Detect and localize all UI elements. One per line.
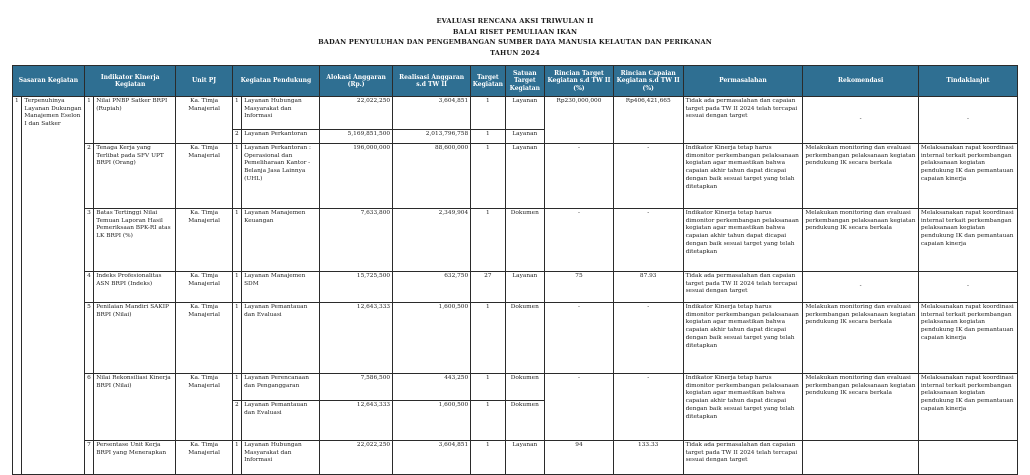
unit-pj: Ka. Timja Manajerial <box>176 209 232 272</box>
unit-pj: Ka. Timja Manajerial <box>176 303 232 374</box>
permasalahan-text: Indikator Kinerja tetap harus dimonitor perkembangan pelaksanaan kegiatan agar memastikan bahwa capaian akhir tahun dapat dicapai dengan baik sesuai target yang telah ditetapkan <box>683 209 803 272</box>
realisasi-value: 443,250 <box>393 374 471 401</box>
kegiatan-number: 1 <box>232 97 241 130</box>
alokasi-value: 12,643,333 <box>320 303 393 374</box>
kegiatan-number: 1 <box>232 374 241 401</box>
indikator-text: Nilai Rekonsiliasi Kinerja BRPI (Nilai) <box>94 374 176 441</box>
kegiatan-text: Layanan Pemantauan dan Evaluasi <box>242 401 320 441</box>
evaluation-table <box>12 65 1018 475</box>
indikator-number: 6 <box>84 374 93 441</box>
permasalahan-text: Indikator Kinerja tetap harus dimonitor perkembangan pelaksanaan kegiatan agar memastikan bahwa capaian akhir tahun dapat dicapai dengan baik sesuai target yang telah ditetapkan <box>683 374 803 441</box>
satuan-value: Layanan <box>505 97 545 130</box>
table-row <box>13 272 1018 303</box>
kegiatan-number: 1 <box>232 144 241 209</box>
table-row <box>13 303 1018 374</box>
satuan-value: Dokumen <box>505 209 545 272</box>
target-value: 1 <box>471 130 505 144</box>
permasalahan-text: Tidak ada permasalahan dan capaian target pada TW II 2024 telah tercapai sesuai dengan target <box>683 97 803 144</box>
permasalahan-text: Tidak ada permasalahan dan capaian target pada TW II 2024 telah tercapai sesuai dengan target <box>683 272 803 303</box>
kegiatan-number: 1 <box>232 209 241 272</box>
table-header-row <box>13 66 1018 97</box>
report-title-block <box>0 16 1030 58</box>
report-title-line: BADAN PENYULUHAN DAN PENGEMBANGAN SUMBER DAYA MANUSIA KELAUTAN DAN PERIKANAN <box>318 38 712 47</box>
sasaran-number: 1 <box>13 97 22 475</box>
rekomendasi-text: - <box>803 272 919 303</box>
kegiatan-text: Layanan Hubungan Masyarakat dan Informasi <box>242 441 320 475</box>
tindaklanjut-text: - <box>918 272 1017 303</box>
permasalahan-text: Indikator Kinerja tetap harus dimonitor perkembangan pelaksanaan kegiatan agar memastikan bahwa capaian akhir tahun dapat dicapai dengan baik sesuai target yang telah ditetapkan <box>683 303 803 374</box>
sasaran-text: Terpenuhinya Layanan Dukungan Manajemen Eselon I dan Satker <box>22 97 84 475</box>
col-header-rincian-target: Rincian Target Kegiatan s.d TW II (%) <box>545 66 614 97</box>
kegiatan-text: Layanan Pemantauan dan Evaluasi <box>242 303 320 374</box>
kegiatan-text: Layanan Perkantoran : Operasional dan Pemeliharaan Kantor - Belanja Jasa Lainnya (UHL) <box>242 144 320 209</box>
col-header-kegiatan: Kegiatan Pendukung <box>232 66 319 97</box>
satuan-value: Layanan <box>505 144 545 209</box>
rincian-target-value: - <box>545 209 614 272</box>
report-title-line: TAHUN 2024 <box>490 48 540 57</box>
unit-pj: Ka. Timja Manajerial <box>176 272 232 303</box>
tindaklanjut-text: Melaksanakan rapat koordinasi internal terkait perkembangan pelaksanaan kegiatan pendukung IK dan pemantauan capaian kinerja <box>918 144 1017 209</box>
alokasi-value: 196,000,000 <box>320 144 393 209</box>
target-value: 1 <box>471 441 505 475</box>
rincian-capaian-value: - <box>613 144 683 209</box>
rincian-target-value: - <box>545 144 614 209</box>
unit-pj: Ka. Timja Manajerial <box>176 144 232 209</box>
tindaklanjut-text: - <box>918 97 1017 144</box>
realisasi-value: 1,600,500 <box>393 401 471 441</box>
rekomendasi-text: - <box>803 97 919 144</box>
indikator-number: 5 <box>84 303 93 374</box>
indikator-number: 3 <box>84 209 93 272</box>
rekomendasi-text: Melakukan monitoring dan evaluasi perkembangan pelaksanaan kegiatan pendukung IK secara berkala <box>803 303 919 374</box>
col-header-sasaran: Sasaran Kegiatan <box>13 66 85 97</box>
col-header-rincian-capaian: Rincian Capaian Kegiatan s.d TW II (%) <box>613 66 683 97</box>
col-header-permasalahan: Permasalahan <box>683 66 803 97</box>
satuan-value: Dokumen <box>505 401 545 441</box>
realisasi-value: 2,349,904 <box>393 209 471 272</box>
tindaklanjut-text <box>918 441 1017 475</box>
indikator-text: Tenaga Kerja yang Terlibat pada SFV UPT BRPI (Orang) <box>94 144 176 209</box>
rincian-capaian-value: 87.93 <box>613 272 683 303</box>
kegiatan-number: 1 <box>232 272 241 303</box>
report-title-line: BALAI RISET PEMULIAAN IKAN <box>452 27 578 36</box>
kegiatan-text: Layanan Manajemen SDM <box>242 272 320 303</box>
col-header-realisasi: Realisasi Anggaran s.d TW II <box>393 66 471 97</box>
unit-pj: Ka. Timja Manajerial <box>176 441 232 475</box>
alokasi-value: 12,643,333 <box>320 401 393 441</box>
target-value: 1 <box>471 401 505 441</box>
realisasi-value: 1,600,500 <box>393 303 471 374</box>
col-header-tindaklanjut: Tindaklanjut <box>918 66 1017 97</box>
satuan-value: Layanan <box>505 272 545 303</box>
indikator-number: 7 <box>84 441 93 475</box>
rincian-target-value: 75 <box>545 272 614 303</box>
alokasi-value: 5,169,851,500 <box>320 130 393 144</box>
kegiatan-text: Layanan Manajemen Keuangan <box>242 209 320 272</box>
target-value: 1 <box>471 144 505 209</box>
indikator-text: Persentase Unit Kerja BRPI yang Menerapkan <box>94 441 176 475</box>
indikator-text: Nilai PNBP Satker BRPI (Rupiah) <box>94 97 176 144</box>
satuan-value: Dokumen <box>505 374 545 401</box>
realisasi-value: 2,013,796,758 <box>393 130 471 144</box>
alokasi-value: 22,022,250 <box>320 441 393 475</box>
report-title-line: EVALUASI RENCANA AKSI TRIWULAN II <box>436 17 594 25</box>
indikator-number: 4 <box>84 272 93 303</box>
target-value: 1 <box>471 209 505 272</box>
unit-pj: Ka. Timja Manajerial <box>176 97 232 144</box>
indikator-text: Batas Tertinggi Nilai Temuan Laporan Hasil Pemeriksaan BPK-RI atas LK BRPI (%) <box>94 209 176 272</box>
target-value: 1 <box>471 97 505 130</box>
alokasi-value: 22,022,250 <box>320 97 393 130</box>
rincian-capaian-value: Rp406,421,665 <box>613 97 683 144</box>
realisasi-value: 88,600,000 <box>393 144 471 209</box>
indikator-text: Penilaian Mandiri SAKIP BRPI (Nilai) <box>94 303 176 374</box>
table-row <box>13 441 1018 475</box>
kegiatan-text: Layanan Perkantoran <box>242 130 320 144</box>
tindaklanjut-text: Melaksanakan rapat koordinasi internal terkait perkembangan pelaksanaan kegiatan pendukung IK dan pemantauan capaian kinerja <box>918 303 1017 374</box>
kegiatan-number: 1 <box>232 441 241 475</box>
alokasi-value: 15,725,500 <box>320 272 393 303</box>
rincian-target-value: - <box>545 374 614 441</box>
kegiatan-number: 2 <box>232 130 241 144</box>
rincian-capaian-value: 133.33 <box>613 441 683 475</box>
satuan-value: Layanan <box>505 441 545 475</box>
indikator-text: Indeks Profesionalitas ASN BRPI (Indeks) <box>94 272 176 303</box>
rekomendasi-text <box>803 441 919 475</box>
tindaklanjut-text: Melaksanakan rapat koordinasi internal terkait perkembangan pelaksanaan kegiatan pendukung IK dan pemantauan capaian kinerja <box>918 374 1017 441</box>
rincian-target-value: - <box>545 303 614 374</box>
kegiatan-number: 2 <box>232 401 241 441</box>
target-value: 1 <box>471 374 505 401</box>
rekomendasi-text: Melakukan monitoring dan evaluasi perkembangan pelaksanaan kegiatan pendukung IK secara berkala <box>803 144 919 209</box>
col-header-unit: Unit PJ <box>176 66 232 97</box>
realisasi-value: 3,604,851 <box>393 441 471 475</box>
col-header-indikator: Indikator Kinerja Kegiatan <box>84 66 176 97</box>
rekomendasi-text: Melakukan monitoring dan evaluasi perkembangan pelaksanaan kegiatan pendukung IK secara berkala <box>803 374 919 441</box>
col-header-rekomendasi: Rekomendasi <box>803 66 919 97</box>
kegiatan-text: Layanan Hubungan Masyarakat dan Informasi <box>242 97 320 130</box>
permasalahan-text: Indikator Kinerja tetap harus dimonitor perkembangan pelaksanaan kegiatan agar memastikan bahwa capaian akhir tahun dapat dicapai dengan baik sesuai target yang telah ditetapkan <box>683 144 803 209</box>
unit-pj: Ka. Timja Manajerial <box>176 374 232 441</box>
realisasi-value: 632,750 <box>393 272 471 303</box>
indikator-number: 1 <box>84 97 93 144</box>
table-row <box>13 209 1018 272</box>
rekomendasi-text: Melakukan monitoring dan evaluasi perkembangan pelaksanaan kegiatan pendukung IK secara berkala <box>803 209 919 272</box>
target-value: 1 <box>471 303 505 374</box>
col-header-satuan: Satuan Target Kegiatan <box>505 66 545 97</box>
kegiatan-text: Layanan Perencanaan dan Penganggaran <box>242 374 320 401</box>
alokasi-value: 7,586,500 <box>320 374 393 401</box>
satuan-value: Dokumen <box>505 303 545 374</box>
tindaklanjut-text: Melaksanakan rapat koordinasi internal terkait perkembangan pelaksanaan kegiatan pendukung IK dan pemantauan capaian kinerja <box>918 209 1017 272</box>
table-row <box>13 374 1018 401</box>
rincian-target-value: 94 <box>545 441 614 475</box>
table-row <box>13 144 1018 209</box>
satuan-value: Layanan <box>505 130 545 144</box>
kegiatan-number: 1 <box>232 303 241 374</box>
col-header-alokasi: Alokasi Anggaran (Rp.) <box>320 66 393 97</box>
rincian-capaian-value: - <box>613 303 683 374</box>
rincian-capaian-value: - <box>613 374 683 441</box>
indikator-number: 2 <box>84 144 93 209</box>
alokasi-value: 7,633,800 <box>320 209 393 272</box>
permasalahan-text: Tidak ada permasalahan dan capaian target pada TW II 2024 telah tercapai sesuai dengan target <box>683 441 803 475</box>
table-row <box>13 97 1018 130</box>
rincian-target-value: Rp230,000,000 <box>545 97 614 144</box>
realisasi-value: 3,604,851 <box>393 97 471 130</box>
rincian-capaian-value: - <box>613 209 683 272</box>
col-header-target: Target Kegiatan <box>471 66 505 97</box>
target-value: 27 <box>471 272 505 303</box>
